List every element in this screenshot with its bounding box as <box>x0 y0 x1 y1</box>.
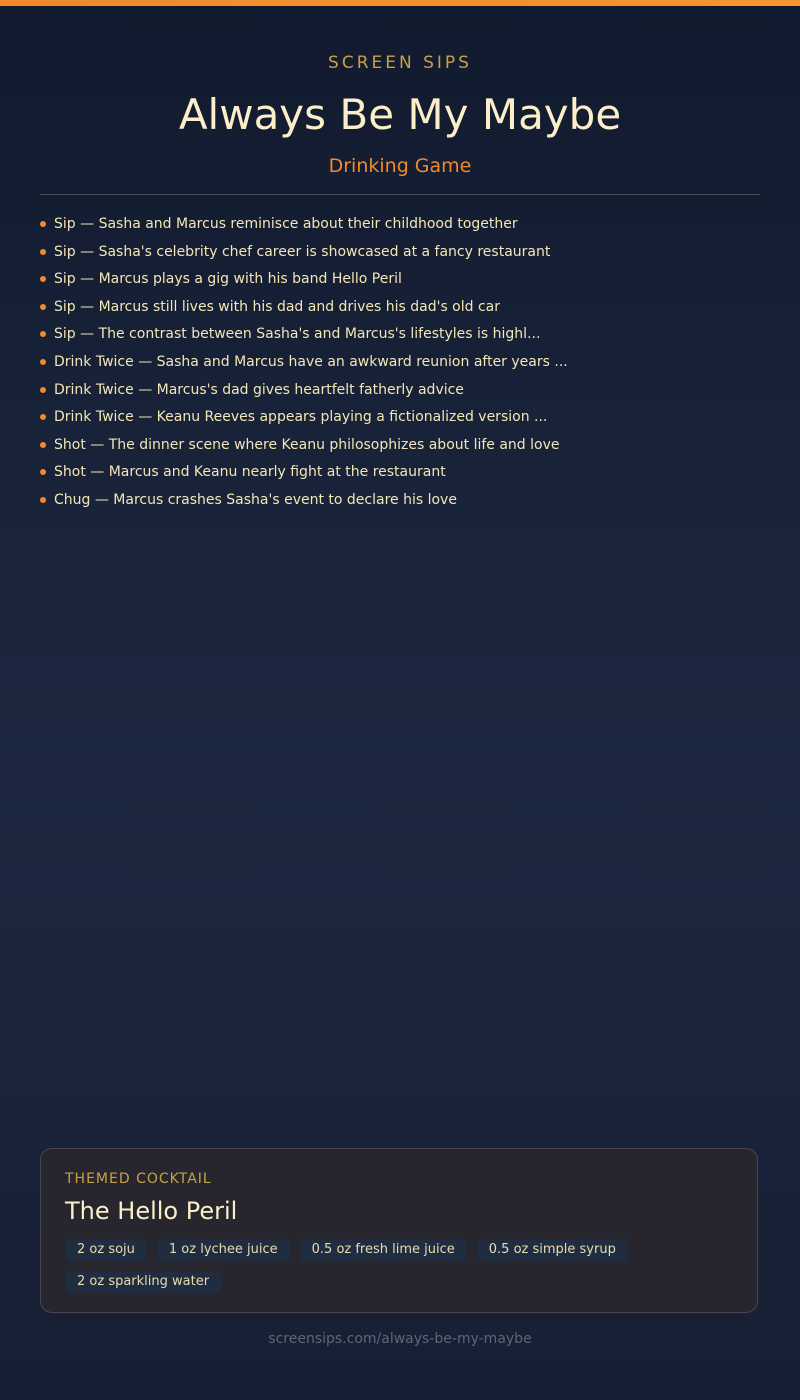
bullet-icon <box>40 276 46 282</box>
cocktail-label: THEMED COCKTAIL <box>65 1171 212 1187</box>
header-divider <box>40 194 760 195</box>
accent-top-bar <box>0 0 800 6</box>
rule-text: Chug — Marcus crashes Sasha's event to declare his love <box>54 491 457 508</box>
rule-item <box>40 459 760 487</box>
rule-text: Sip — Marcus plays a gig with his band Hello Peril <box>54 271 402 288</box>
rule-text: Drink Twice — Sasha and Marcus have an awkward reunion after years ... <box>54 353 568 370</box>
bullet-icon <box>40 249 46 255</box>
rule-text: Drink Twice — Keanu Reeves appears playing a fictionalized version ... <box>54 409 548 426</box>
rule-item <box>40 266 760 294</box>
ingredient-chip: 1 oz lychee juice <box>157 1239 290 1261</box>
bullet-icon <box>40 469 46 475</box>
bullet-icon <box>40 442 46 448</box>
page-title: Always Be My Maybe <box>178 90 622 139</box>
page-subtitle: Drinking Game <box>328 155 472 177</box>
bullet-icon <box>40 331 46 337</box>
ingredient-chip: 0.5 oz simple syrup <box>477 1239 628 1261</box>
rules-list <box>40 211 760 515</box>
bullet-icon <box>40 387 46 393</box>
rule-item <box>40 404 760 432</box>
bullet-icon <box>40 497 46 503</box>
rule-text: Sip — Sasha and Marcus reminisce about their childhood together <box>54 216 518 232</box>
rule-text: Drink Twice — Marcus's dad gives heartfelt fatherly advice <box>54 381 464 398</box>
page-header <box>0 52 800 178</box>
ingredient-chip: 2 oz sparkling water <box>65 1271 221 1293</box>
rule-item <box>40 432 760 460</box>
cocktail-name: The Hello Peril <box>65 1197 238 1225</box>
ingredient-list <box>65 1239 745 1293</box>
rule-item <box>40 321 760 349</box>
rule-item <box>40 239 760 267</box>
footer-url: screensips.com/always-be-my-maybe <box>268 1331 532 1347</box>
rule-item <box>40 294 760 322</box>
ingredient-chip: 2 oz soju <box>65 1239 147 1261</box>
rule-item <box>40 377 760 405</box>
rule-text: Sip — Sasha's celebrity chef career is showcased at a fancy restaurant <box>54 243 551 260</box>
rule-item <box>40 349 760 377</box>
bullet-icon <box>40 414 46 420</box>
rule-text: Shot — Marcus and Keanu nearly fight at the restaurant <box>54 464 446 481</box>
cocktail-card <box>40 1148 758 1313</box>
bullet-icon <box>40 221 46 227</box>
rule-text: Shot — The dinner scene where Keanu philosophizes about life and love <box>54 436 560 453</box>
rule-item <box>40 487 760 515</box>
rule-text: Sip — Marcus still lives with his dad and drives his dad's old car <box>54 298 501 315</box>
rule-text: Sip — The contrast between Sasha's and Marcus's lifestyles is highl... <box>54 326 541 343</box>
rule-item <box>40 211 760 239</box>
bullet-icon <box>40 359 46 365</box>
brand-name: SCREEN SIPS <box>328 53 472 73</box>
bullet-icon <box>40 304 46 310</box>
ingredient-chip: 0.5 oz fresh lime juice <box>300 1239 467 1261</box>
